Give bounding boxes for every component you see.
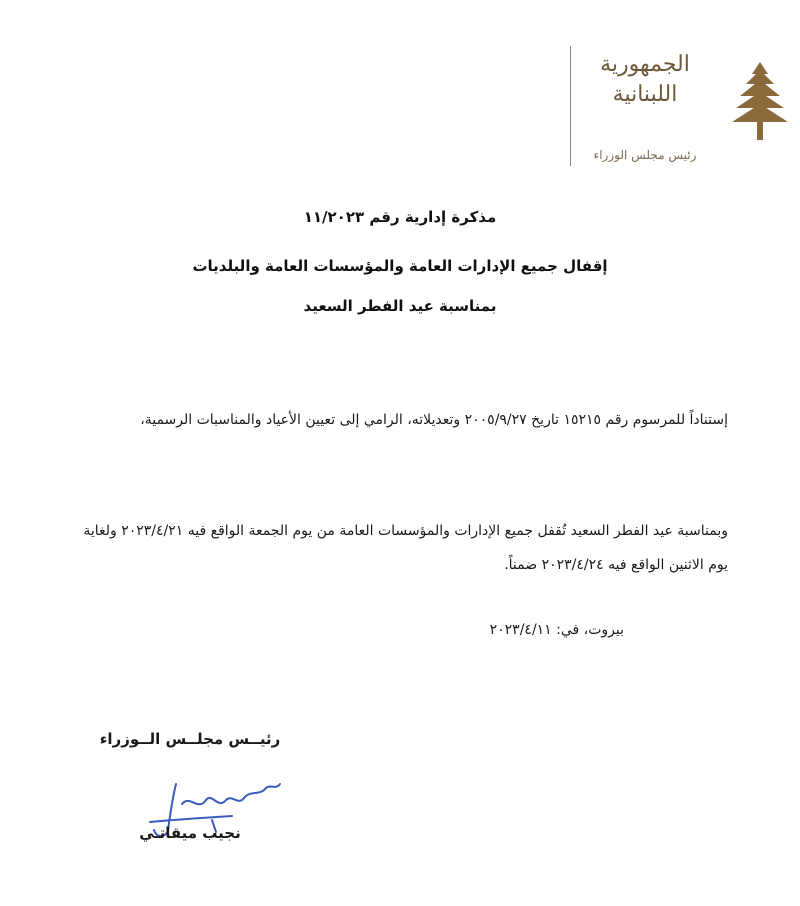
office-title: رئيس مجلس الوزراء [593, 148, 697, 162]
emblem-line-2: اللبنانية [612, 82, 678, 107]
republic-emblem-text [580, 50, 710, 110]
letterhead [560, 38, 790, 178]
signatory-title: رئيــس مجلــس الــوزراء [99, 730, 281, 748]
cedar-tree-icon [730, 58, 790, 144]
memo-occasion: بمناسبة عيد الفطر السعيد [303, 297, 497, 315]
signatory-name: نجيب ميقاتـي [139, 824, 241, 842]
memo-number: مذكرة إدارية رقم ١١/٢٠٢٣ [303, 208, 497, 226]
body-paragraph-1: إستناداً للمرسوم رقم ١٥٢١٥ تاريخ ٢٠٠٥/٩/٢٧ وتعديلاته، الرامي إلى تعيين الأعياد والمناسبات الرسمية، [140, 412, 728, 428]
dateline: بيروت، في: ٢٠٢٣/٤/١١ [489, 622, 624, 638]
signature-block [60, 724, 320, 864]
letterhead-divider [570, 46, 571, 166]
body-paragraph-2: وبمناسبة عيد الفطر السعيد تُقفل جميع الإدارات والمؤسسات العامة من يوم الجمعة الواقع فيه ٢٠٢٣/٤/٢١ ولغاية يوم الاثنين الواقع فيه ٢٠٢٣/٤/٢٤ ضمناً. [83, 523, 728, 573]
memo-subject: إقفال جميع الإدارات العامة والمؤسسات العامة والبلديات [192, 257, 608, 275]
emblem-line-1: الجمهورية [600, 52, 690, 77]
